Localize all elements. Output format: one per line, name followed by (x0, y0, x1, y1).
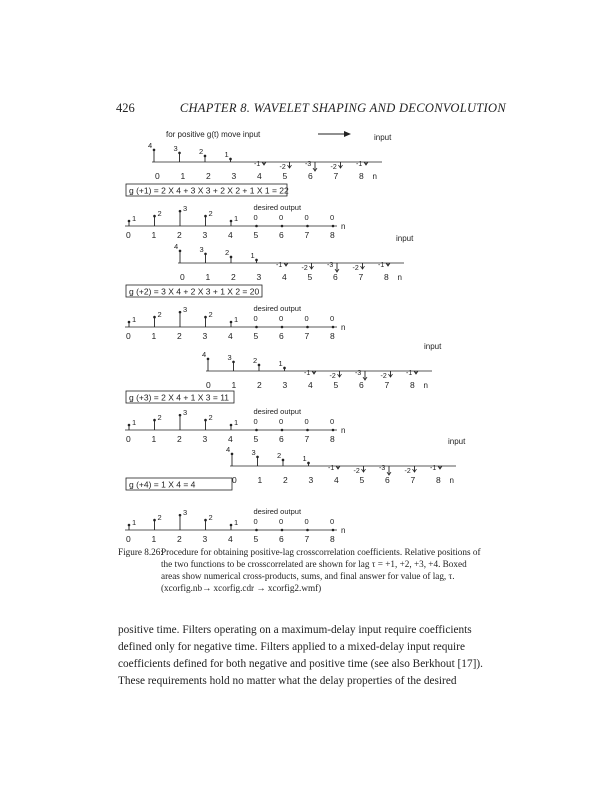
panel-4-top-tick-1: 1 (257, 475, 263, 485)
panel-1-g-2-dot (204, 155, 207, 158)
panel-2-equation: g (+2) = 3 X 4 + 2 X 3 + 1 X 2 = 20 (129, 286, 260, 297)
panel-2-top-tick-6: 6 (333, 272, 338, 282)
panel-2-g-label-3: 1 (250, 250, 255, 260)
panel-3-in-label-4: -1 (406, 370, 413, 377)
panel-4-d-label-6: 0 (279, 517, 284, 526)
panel-4-d-1-dot (153, 519, 156, 522)
panel-2-top-tick-8: 8 (384, 272, 389, 282)
panel-3-top-tick-1: 1 (231, 380, 237, 390)
panel-1-equation: g (+1) = 2 X 4 + 3 X 3 + 2 X 2 + 1 X 1 = 22 (129, 185, 289, 196)
panel-1-d-2-dot (179, 210, 182, 213)
panel-2-in-label-0: -1 (276, 262, 283, 269)
body-line-2: defined only for negative time. Filters applied to a mixed-delay input require (118, 641, 465, 653)
panel-4-d-label-5: 0 (253, 517, 258, 526)
panel-2-top-tick-1: 1 (205, 272, 211, 282)
panel-2-d-label-7: 0 (304, 314, 309, 323)
panel-2-in-label-3: -2 (352, 265, 359, 272)
panel-3-d-label-3: 2 (208, 413, 213, 423)
panel-1-g-0-dot (153, 149, 156, 152)
panel-2-d-label-5: 0 (253, 314, 258, 323)
panel-1-bottom-tick-2: 2 (177, 230, 182, 240)
panel-4-d-label-0: 1 (132, 518, 137, 528)
panel-4-g-label-3: 1 (302, 453, 307, 463)
panel-3-d-1-dot (153, 419, 156, 422)
panel-3-bottom-n: n (341, 426, 346, 435)
panel-4-d-2-dot (179, 514, 182, 517)
panel-2-bottom-tick-3: 3 (202, 331, 208, 341)
direction-arrow-head (344, 131, 351, 137)
panel-4-g-label-0: 4 (226, 444, 231, 454)
panel-3-top-tick-0: 0 (206, 380, 211, 390)
panel-3-d-0-dot (128, 424, 131, 427)
panel-1-d-label-4: 1 (234, 214, 239, 224)
panel-2-g-1-dot (204, 253, 207, 256)
panel-4-d-label-1: 2 (157, 513, 162, 523)
panel-3-equation: g (+3) = 2 X 4 + 1 X 3 = 11 (129, 392, 230, 403)
panel-3-input-label: input (424, 342, 442, 351)
panel-2-top-tick-3: 3 (256, 272, 262, 282)
panel-1-top-tick-4: 4 (257, 171, 262, 181)
panel-2-d-label-1: 2 (157, 310, 162, 320)
panel-4-in-label-2: -3 (379, 465, 386, 472)
arrow-label: for positive g(t) move input (166, 130, 261, 139)
panel-3-d-label-7: 0 (304, 417, 309, 426)
panel-3-top-tick-8: 8 (410, 380, 415, 390)
panel-2-top-tick-2: 2 (231, 272, 236, 282)
body-line-4: These requirements hold no matter what the delay properties of the desired (118, 675, 457, 687)
panel-1-in-label-4: -1 (356, 161, 363, 168)
panel-1-top-tick-5: 5 (282, 171, 288, 181)
panel-1-g-label-1: 3 (173, 143, 178, 153)
panel-4-bottom-tick-7: 7 (304, 534, 310, 544)
panel-2-bottom-tick-5: 5 (253, 331, 259, 341)
panel-3-top-tick-5: 5 (333, 380, 339, 390)
caption-text: Procedure for obtaining positive-lag crosscorrelation coefficients. Relative positions of the two functions to be crosscorrelated are shown for lag τ = +1, +2, +3, +4. Boxed areas show numerical cross-products, sums, and final answer for value of lag, τ. (xcorfig.nb→ xcorfig.cdr → xcorfig2.wmf) (161, 547, 481, 593)
panel-3-g-3-dot (283, 367, 286, 370)
panel-2-bottom-tick-8: 8 (330, 331, 335, 341)
panel-3-d-3-dot (204, 419, 207, 422)
panel-3-top-n: n (423, 381, 428, 390)
body-paragraph (118, 622, 486, 690)
panel-4-d-label-8: 0 (330, 517, 335, 526)
panel-3-d-label-1: 2 (157, 413, 162, 423)
panel-4-top-tick-3: 3 (308, 475, 314, 485)
panel-4-g-label-2: 2 (277, 450, 282, 460)
panel-2-in-label-4: -1 (378, 262, 385, 269)
panel-2-bottom-tick-6: 6 (279, 331, 284, 341)
panel-1-bottom-tick-5: 5 (253, 230, 259, 240)
panel-4-bottom-tick-3: 3 (202, 534, 208, 544)
panel-3-d-label-4: 1 (234, 418, 239, 428)
panel-1-g-label-3: 1 (224, 149, 229, 159)
panel-3-top-tick-4: 4 (308, 380, 313, 390)
panel-1-top-n: n (372, 172, 377, 181)
panel-3-bottom-tick-4: 4 (228, 434, 233, 444)
panel-1-d-1-dot (153, 215, 156, 218)
panel-2-g-label-2: 2 (225, 247, 230, 257)
panel-4-in-label-3: -2 (404, 468, 411, 475)
panel-3-bottom-tick-2: 2 (177, 434, 182, 444)
panel-3-d-label-6: 0 (279, 417, 284, 426)
panel-3-d-label-2: 3 (183, 408, 188, 418)
panel-3-bottom-tick-3: 3 (202, 434, 208, 444)
panel-4-bottom-tick-2: 2 (177, 534, 182, 544)
panel-4-in-label-0: -1 (328, 465, 335, 472)
panel-2-d-label-2: 3 (183, 305, 188, 315)
panel-4-g-2-dot (282, 459, 285, 462)
panel-1-bottom-tick-6: 6 (279, 230, 284, 240)
panel-1-input-label: input (374, 133, 392, 142)
panel-2-g-label-1: 3 (199, 244, 204, 254)
panel-2-bottom-tick-4: 4 (228, 331, 233, 341)
panel-1-in-label-2: -3 (305, 161, 312, 168)
panel-2-d-2-dot (179, 311, 182, 314)
panel-2-g-3-dot (255, 259, 258, 262)
panel-4-top-tick-6: 6 (385, 475, 390, 485)
panel-4-equation: g (+4) = 1 X 4 = 4 (129, 479, 196, 490)
panel-1-bottom-tick-7: 7 (304, 230, 310, 240)
panel-3-g-label-2: 2 (253, 355, 258, 365)
panel-4-bottom-tick-6: 6 (279, 534, 284, 544)
panel-2-d-1-dot (153, 316, 156, 319)
panel-4-top-tick-7: 7 (410, 475, 416, 485)
panel-2-input-label: input (396, 234, 414, 243)
panel-2-g-label-0: 4 (174, 241, 179, 251)
panel-1-g-label-0: 4 (148, 140, 153, 150)
panel-2-d-label-8: 0 (330, 314, 335, 323)
panel-2-d-label-6: 0 (279, 314, 284, 323)
panel-1-top-tick-6: 6 (308, 171, 313, 181)
panel-4-in-label-4: -1 (430, 465, 437, 472)
panel-2-desired-label: desired output (253, 304, 302, 313)
panel-2-top-tick-4: 4 (282, 272, 287, 282)
panel-1-d-label-8: 0 (330, 213, 335, 222)
panel-4-bottom-tick-8: 8 (330, 534, 335, 544)
panel-3-g-label-1: 3 (227, 352, 232, 362)
panel-3-in-label-3: -2 (380, 373, 387, 380)
panel-1-bottom-tick-0: 0 (126, 230, 131, 240)
panel-1-g-3-dot (229, 158, 232, 161)
panel-2-top-tick-5: 5 (307, 272, 313, 282)
panel-1-top-tick-8: 8 (359, 171, 364, 181)
panel-4-top-tick-5: 5 (359, 475, 365, 485)
panel-3-desired-label: desired output (253, 407, 302, 416)
panel-4-d-label-2: 3 (183, 508, 188, 518)
panel-2-d-label-4: 1 (234, 315, 239, 325)
panel-2-g-0-dot (179, 250, 182, 253)
panel-3-bottom-tick-1: 1 (151, 434, 157, 444)
panel-4-top-tick-0: 0 (232, 475, 237, 485)
panel-4-bottom-tick-5: 5 (253, 534, 259, 544)
panel-2-bottom-tick-0: 0 (126, 331, 131, 341)
panel-1-d-label-6: 0 (279, 213, 284, 222)
panel-2-d-label-3: 2 (208, 310, 213, 320)
panel-1-d-label-5: 0 (253, 213, 258, 222)
panel-1-in-label-0: -1 (254, 161, 261, 168)
panel-1-d-3-dot (204, 215, 207, 218)
panel-4-desired-label: desired output (253, 507, 302, 516)
panel-3-top-tick-2: 2 (257, 380, 262, 390)
panel-4-top-tick-4: 4 (334, 475, 339, 485)
panel-3-d-4-dot (230, 424, 233, 427)
panel-4-in-label-1: -2 (353, 468, 360, 475)
panel-4-g-3-dot (307, 462, 310, 465)
panel-1-d-label-0: 1 (132, 214, 137, 224)
panel-1-d-4-dot (230, 220, 233, 223)
page-number: 426 (116, 101, 135, 115)
panel-1-bottom-tick-1: 1 (151, 230, 157, 240)
panel-3-bottom-tick-8: 8 (330, 434, 335, 444)
panel-4-d-label-7: 0 (304, 517, 309, 526)
panel-1-g-1-dot (178, 152, 181, 155)
panel-2-d-3-dot (204, 316, 207, 319)
panel-2-d-label-0: 1 (132, 315, 137, 325)
panel-4-d-0-dot (128, 524, 131, 527)
panel-2-d-4-dot (230, 321, 233, 324)
panel-4-input-label: input (448, 437, 466, 446)
panel-1-bottom-tick-3: 3 (202, 230, 208, 240)
panel-2-top-tick-7: 7 (358, 272, 364, 282)
panel-3-in-label-0: -1 (304, 370, 311, 377)
panel-3-top-tick-6: 6 (359, 380, 364, 390)
panel-3-top-tick-7: 7 (384, 380, 390, 390)
body-line-3: coefficients defined for both negative and positive time (see also Berkhout [17]). (118, 658, 483, 670)
panel-3-bottom-tick-7: 7 (304, 434, 310, 444)
panel-3-g-label-3: 1 (278, 358, 283, 368)
panel-2-bottom-n: n (341, 323, 346, 332)
panel-2-bottom-tick-7: 7 (304, 331, 310, 341)
panel-3-bottom-tick-5: 5 (253, 434, 259, 444)
body-line-1: positive time. Filters operating on a maximum-delay input require coefficients (118, 624, 472, 636)
panel-2-g-2-dot (230, 256, 233, 259)
panel-2-top-n: n (397, 273, 402, 282)
panel-3-in-label-1: -2 (329, 373, 336, 380)
panel-1-in-label-1: -2 (279, 164, 286, 171)
panel-4-bottom-tick-1: 1 (151, 534, 157, 544)
panel-1-bottom-tick-4: 4 (228, 230, 233, 240)
panel-2-bottom-tick-2: 2 (177, 331, 182, 341)
panel-3-d-label-0: 1 (132, 418, 137, 428)
caption-label: Figure 8.26: (118, 547, 163, 557)
panel-1-desired-label: desired output (253, 203, 302, 212)
panel-1-top-tick-3: 3 (231, 171, 237, 181)
panel-1-bottom-tick-8: 8 (330, 230, 335, 240)
panel-2-bottom-tick-1: 1 (151, 331, 157, 341)
panel-1-d-label-2: 3 (183, 204, 188, 214)
panel-3-d-2-dot (179, 414, 182, 417)
panel-1-d-label-1: 2 (157, 209, 162, 219)
panel-1-d-0-dot (128, 220, 131, 223)
panel-3-g-2-dot (258, 364, 261, 367)
panel-4-g-1-dot (256, 456, 259, 459)
panel-4-bottom-tick-0: 0 (126, 534, 131, 544)
panel-4-g-0-dot (231, 453, 234, 456)
panel-4-top-n: n (449, 476, 454, 485)
panel-2-top-tick-0: 0 (180, 272, 185, 282)
panel-4-d-label-3: 2 (208, 513, 213, 523)
panel-4-top-tick-8: 8 (436, 475, 441, 485)
panel-1-in-label-3: -2 (330, 164, 337, 171)
panel-1-d-label-7: 0 (304, 213, 309, 222)
chapter-title: CHAPTER 8. WAVELET SHAPING AND DECONVOLUTION (179, 101, 506, 115)
panel-1-bottom-n: n (341, 222, 346, 231)
panel-1-d-label-3: 2 (208, 209, 213, 219)
panel-1-top-tick-0: 0 (155, 171, 160, 181)
panel-2-in-label-1: -2 (301, 265, 308, 272)
panel-3-d-label-5: 0 (253, 417, 258, 426)
panel-4-d-label-4: 1 (234, 518, 239, 528)
panel-1-top-tick-2: 2 (206, 171, 211, 181)
panel-1-g-label-2: 2 (199, 146, 204, 156)
panel-1-top-tick-1: 1 (180, 171, 186, 181)
panel-3-g-0-dot (207, 358, 210, 361)
panel-4-bottom-n: n (341, 526, 346, 535)
panel-4-g-label-1: 3 (251, 447, 256, 457)
panel-3-d-label-8: 0 (330, 417, 335, 426)
panel-4-top-tick-2: 2 (283, 475, 288, 485)
panel-2-in-label-2: -3 (327, 262, 334, 269)
panel-4-d-3-dot (204, 519, 207, 522)
figure-caption (118, 546, 484, 594)
panel-3-g-label-0: 4 (202, 349, 207, 359)
panel-4-d-4-dot (230, 524, 233, 527)
panel-1-top-tick-7: 7 (333, 171, 339, 181)
panel-2-d-0-dot (128, 321, 131, 324)
panel-3-g-1-dot (232, 361, 235, 364)
panel-3-bottom-tick-6: 6 (279, 434, 284, 444)
panel-4-bottom-tick-4: 4 (228, 534, 233, 544)
panel-3-bottom-tick-0: 0 (126, 434, 131, 444)
panel-3-in-label-2: -3 (355, 370, 362, 377)
panel-3-top-tick-3: 3 (282, 380, 288, 390)
